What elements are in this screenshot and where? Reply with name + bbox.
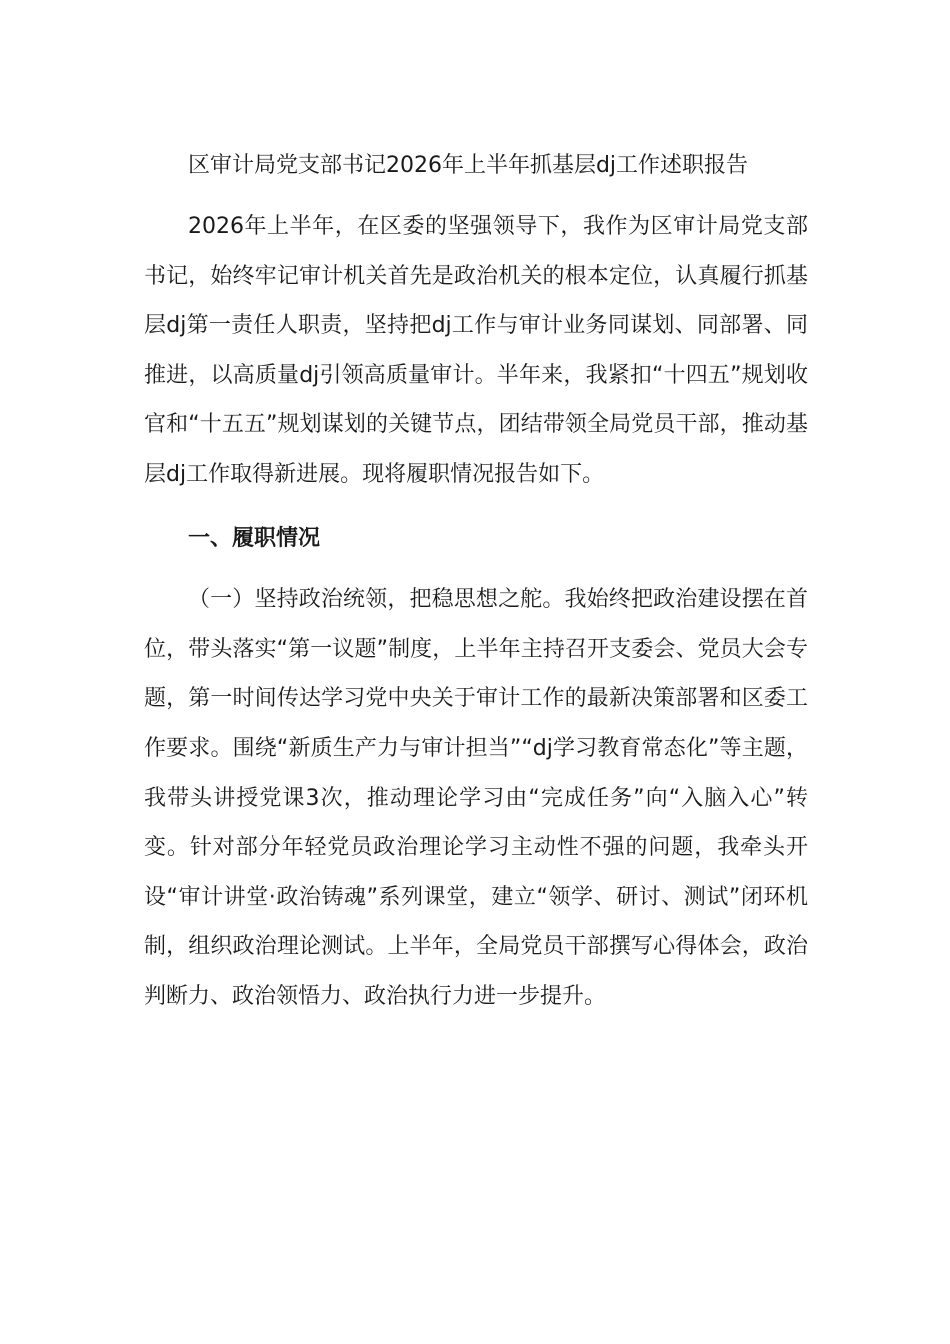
section-heading: 一、履职情况	[188, 525, 321, 551]
intro-paragraph: 2026年上半年，在区委的坚强领导下，我作为区审计局党支部书记，始终牢记审计机关首先是政治机关的根本定位，认真履行抓基层dj第一责任人职责，坚持把dj工作与审计业务同谋划、同部署、同推进，以高质量dj引领高质量审计。半年来，我紧扣“十四五”规划收官和“十五五”规划谋划的关键节点，团结带领全局党员干部，推动基层dj工作取得新进展。现将履职情况报告如下。	[144, 214, 808, 487]
section-paragraph: （一）坚持政治统领，把稳思想之舵。我始终把政治建设摆在首位，带头落实“第一议题”制度，上半年主持召开支委会、党员大会专题，第一时间传达学习党中央关于审计工作的最新决策部署和区委工作要求。围绕“新质生产力与审计担当”“dj学习教育常态化”等主题，我带头讲授党课3次，推动理论学习由“完成任务”向“入脑入心”转变。针对部分年轻党员政治理论学习主动性不强的问题，我牵头开设“审计讲堂·政治铸魂”系列课堂，建立“领学、研讨、测试”闭环机制，组织政治理论测试。上半年，全局党员干部撰写心得体会，政治判断力、政治领悟力、政治执行力进一步提升。	[144, 587, 808, 1009]
document-body	[144, 148, 808, 1022]
document-title: 区审计局党支部书记2026年上半年抓基层dj工作述职报告	[187, 153, 749, 178]
